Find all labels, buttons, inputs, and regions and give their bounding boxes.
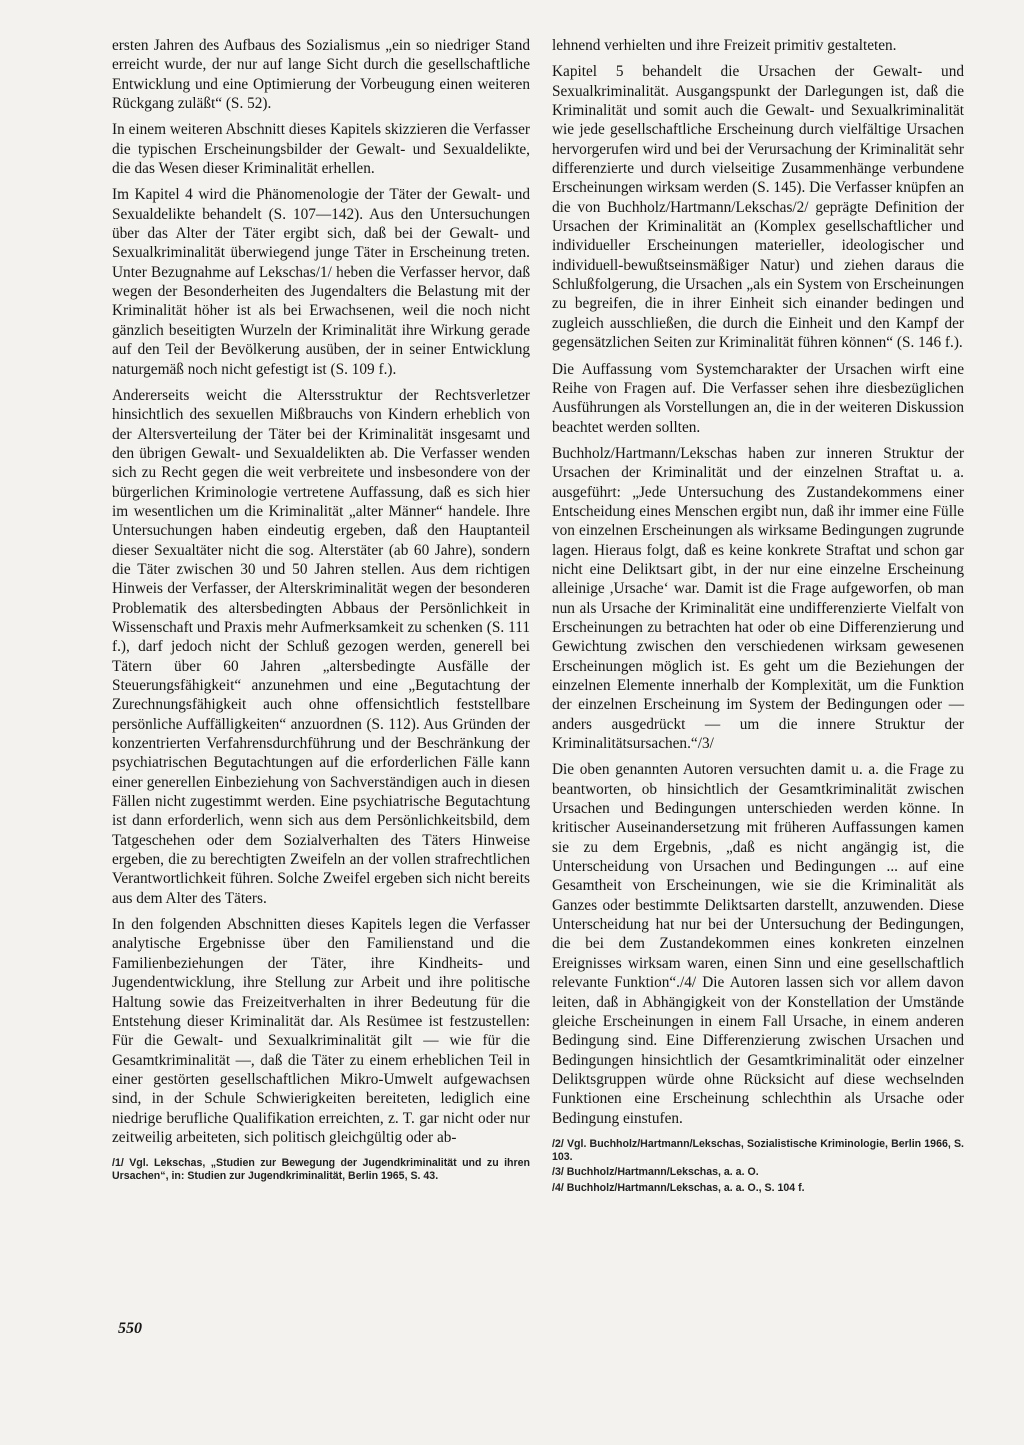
- right-column: [552, 36, 964, 1197]
- left-column: [112, 36, 530, 1185]
- footnote: /2/ Vgl. Buchholz/Hartmann/Lekschas, Sozialistische Kriminologie, Berlin 1966, S. 103.: [552, 1137, 964, 1163]
- paragraph: Andererseits weicht die Altersstruktur der Rechtsverletzer hinsichtlich des sexuellen Mißbrauchs von Kindern erheblich von der Altersverteilung der Täter bei der Kriminalität insgesamt und den übrigen Gewalt- und Sexualdelikten ab. Die Verfasser wenden sich zu Recht gegen die weit verbreitete und insbesondere von der bürgerlichen Kriminologie vertretene Auffassung, daß es sich hier im wesentlichen um die Kriminalität „alter Männer“ handele. Ihre Untersuchungen haben eindeutig ergeben, daß den Hauptanteil dieser Sexualtäter nicht die sog. Alterstäter (ab 60 Jahre), sondern die Täter zwischen 30 und 50 Jahren stellen. Aus dem richtigen Hinweis der Verfasser, der Alterskriminalität wegen der besonderen Problematik des altersbedingten Abbaus der Persönlichkeit in Wissenschaft und Praxis mehr Aufmerksamkeit zu schenken (S. 111 f.), darf jedoch nicht der Schluß gezogen werden, generell bei Tätern über 60 Jahren „altersbedingte Ausfälle der Steuerungsfähigkeit“ anzunehmen und eine „Begutachtung der Zurechnungsfähigkeit auch ohne offensichtlich feststellbare persönliche Auffälligkeiten“ anzuordnen (S. 112). Aus Gründen der konzentrierten Verfahrensdurchführung und der Beschränkung der psychiatrischen Begutachtungen auf die erforderlichen Fälle kann einer generellen Einbeziehung von Sachverständigen auch in diesen Fällen nicht zugestimmt werden. Eine psychiatrische Begutachtung ist dann erforderlich, wenn sich aus dem Persönlichkeitsbild, dem Tatgeschehen oder dem Sozialverhalten des Täters Hinweise ergeben, die zu berechtigten Zweifeln an der vollen strafrechtlichen Verantwortlichkeit führen. Solche Zweifel ergeben sich nicht bereits aus dem Alter des Täters.: [112, 386, 530, 907]
- footnote: /3/ Buchholz/Hartmann/Lekschas, a. a. O.: [552, 1166, 759, 1179]
- paragraph: Buchholz/Hartmann/Lekschas haben zur inneren Struktur der Ursachen der Kriminalität und der einzelnen Straftat u. a. ausgeführt: „Jede Untersuchung des Zustandekommens einer Entscheidung eines Menschen ergibt nun, daß ihr immer eine Fülle von einzelnen Erscheinungen als wirksame Bedingungen zugrunde lagen. Hieraus folgt, daß es keine konkrete Straftat und schon gar nicht eine Deliktsart gibt, in der nur eine einzelne Erscheinung alleinige ,Ursache‘ war. Damit ist die Frage aufgeworfen, ob man nun als Ursache der Kriminalität eine undifferenzierte Vielfalt von Erscheinungen zu betrachten hat oder ob eine Differenzierung und Gewichtung zwischen den verschiedenen wirksam gewesenen Erscheinungen möglich ist. Es geht um die Beziehungen der einzelnen Elemente innerhalb der Komplexität, um die Funktion der einzelnen Erscheinung im System der Bedingungen oder — anders ausgedrückt — um die innere Struktur der Kriminalitätsursachen.“/3/: [552, 444, 964, 753]
- paragraph: ersten Jahren des Aufbaus des Sozialismus „ein so niedriger Stand erreicht wurde, der nur auf lange Sicht durch die gesellschaftliche Entwicklung und eine Optimierung der Vorbeugung einen weiteren Rückgang zuläßt“ (S. 52).: [112, 37, 530, 113]
- footnote: /1/ Vgl. Lekschas, „Studien zur Bewegung der Jugendkriminalität und zu ihren Ursachen“, in: Studien zur Jugendkriminalität, Berlin 1965, S. 43.: [112, 1157, 530, 1182]
- paragraph: Die Auffassung vom Systemcharakter der Ursachen wirft eine Reihe von Fragen auf. Die Verfasser sehen ihre diesbezüglichen Ausführungen als Vorstellungen an, die in der weiteren Diskussion beachtet werden sollten.: [552, 360, 964, 436]
- paragraph: Im Kapitel 4 wird die Phänomenologie der Täter der Gewalt- und Sexualdelikte behandelt (S. 107—142). Aus den Untersuchungen über das Alter der Täter ergibt sich, daß bei der Gewalt- und Sexualkriminalität überwiegend junge Täter in Erscheinung treten. Unter Bezugnahme auf Lekschas/1/ heben die Verfasser hervor, daß wegen der Besonderheiten des Jugendalters die Belastung mit der Kriminalität höher ist als bei Erwachsenen, weil die noch nicht gänzlich beseitigten Wurzeln der Kriminalität ihre Wirkung gerade auf den Teil der Bevölkerung ausüben, der in seiner Entwicklung naturgemäß noch nicht gefestigt ist (S. 109 f.).: [112, 186, 530, 378]
- paragraph: In einem weiteren Abschnitt dieses Kapitels skizzieren die Verfasser die typischen Erscheinungsbilder der Gewalt- und Sexualdelikte, die das Wesen dieser Kriminalität erhellen.: [112, 121, 530, 178]
- footnote: /4/ Buchholz/Hartmann/Lekschas, a. a. O., S. 104 f.: [552, 1181, 805, 1194]
- page-number: 550: [118, 1320, 142, 1337]
- paragraph: lehnend verhielten und ihre Freizeit primitiv gestalteten.: [552, 37, 897, 54]
- paragraph: Kapitel 5 behandelt die Ursachen der Gewalt- und Sexualkriminalität. Ausgangspunkt der Darlegungen ist, daß die Kriminalität und somit auch die Gewalt- und Sexualkriminalität wie jede gesellschaftliche Erscheinung durch vielfältige Ursachen hervorgerufen wird und bei der Verursachung der Kriminalität sehr differenzierte und durch vielseitige Zusammenhänge verbundene Erscheinungen wirksam werden (S. 145). Die Verfasser knüpfen an die von Buchholz/Hartmann/Lekschas/2/ geprägte Definition der Ursachen der Kriminalität an (Komplex gesellschaftlicher und individueller Erscheinungen materieller, ideologischer und individuell-bewußtseinsmäßiger Natur) und ziehen daraus die Schlußfolgerung, die Ursachen „als ein System von Erscheinungen zu begreifen, die in ihrer Einheit sich einander bedingen und zugleich ausschließen, die durch die Einheit und den Kampf der gegensätzlichen Seiten zur Kriminalität führen können“ (S. 146 f.).: [552, 63, 964, 352]
- paragraph: In den folgenden Abschnitten dieses Kapitels legen die Verfasser analytische Ergebnisse über den Familienstand und die Familienbeziehungen der Täter, ihre Kindheits- und Jugendentwicklung, ihre Stellung zur Arbeit und ihre politische Haltung sowie das Freizeitverhalten in ihrer Bedeutung für die Entstehung dieser Kriminalität dar. Als Resümee ist festzustellen: Für die Gewalt- und Sexualkriminalität gilt — wie für die Gesamtkriminalität —, daß die Täter zu einem erheblichen Teil in einer gestörten gesellschaftlichen Mikro-Umwelt aufgewachsen sind, in der Schule Schwierigkeiten bereiteten, lediglich eine niedrige berufliche Qualifikation erreichten, z. T. gar nicht oder nur zeitweilig arbeiteten, sich politisch gleichgültig oder ab-: [112, 916, 530, 1146]
- paragraph: Die oben genannten Autoren versuchten damit u. a. die Frage zu beantworten, ob hinsichtlich der Gesamtkriminalität zwischen Ursachen und Bedingungen unterschieden werden könne. In kritischer Auseinandersetzung mit früheren Auffassungen kamen sie zu dem Ergebnis, „daß es nicht angängig ist, die Unterscheidung von Ursachen und Bedingungen ... auf eine Gesamtheit von Erscheinungen, wie sie die Kriminalität als Ganzes oder bestimmte Deliktsarten darstellt, anzuwenden. Diese Unterscheidung hat nur bei der Untersuchung der Bedingungen, die bei dem Zustandekommen eines konkreten einzelnen Ereignisses wirksam waren, einen Sinn und eine gesellschaftlich relevante Funktion“./4/ Die Autoren lassen sich vor allem davon leiten, daß in Abhängigkeit von der Konstellation der Umstände gleiche Erscheinungen in einem Fall Ursache, in einem anderen Bedingung sind. Eine Differenzierung zwischen Ursachen und Bedingungen hinsichtlich der Gesamtkriminalität oder einzelner Deliktsgruppen würde ohne Rücksicht auf diese wechselnden Funktionen eine Erscheinung schlechthin als Ursache oder Bedingung einstufen.: [552, 761, 964, 1127]
